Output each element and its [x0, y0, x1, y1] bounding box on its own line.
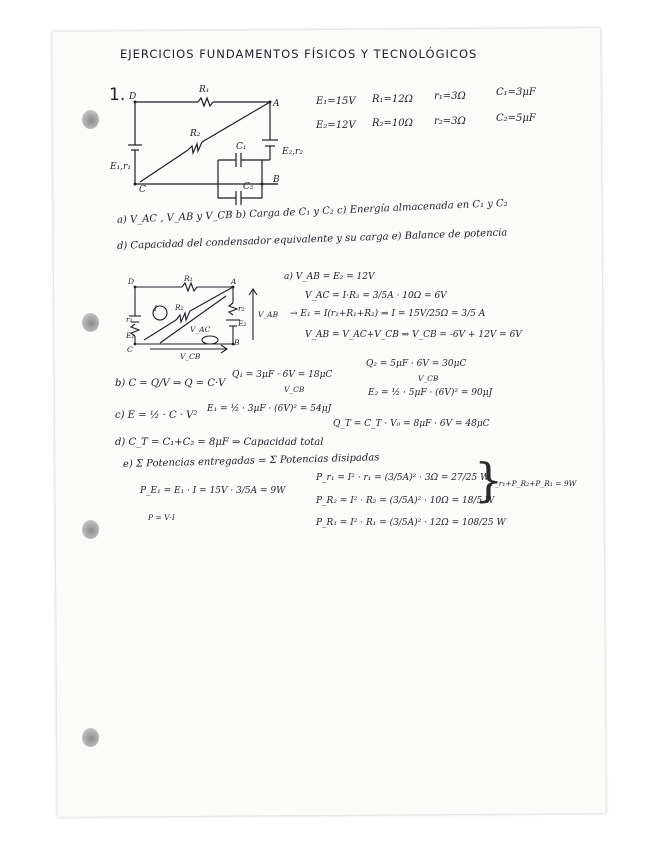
circuit2-node-b: B [234, 338, 240, 347]
circuit2-label-r2: R₂ [175, 303, 184, 312]
circuit2-label-vab: V_AB [258, 310, 279, 319]
given-r2: R₂=10Ω [372, 118, 413, 129]
solution-e-pR2: P_R₂ = I² · R₂ = (3/5A)² · 10Ω = 18/5 W [316, 496, 495, 506]
circuit1-node-d: D [129, 92, 137, 102]
circuit2-label-r2-internal: r₂ [238, 304, 245, 313]
circuit1-node-b: B [273, 175, 280, 185]
solution-a-line-1: a) V_AB = E₂ = 12V [284, 272, 375, 282]
question-line-2: d) Capacidad del condensador equivalente y su carga e) Balance de potencia [116, 227, 508, 252]
given-r1: R₁=12Ω [372, 94, 413, 105]
circuit2-node-a: A [231, 277, 237, 286]
given-r2-internal: r₂=3Ω [434, 116, 466, 127]
solution-c-e1: E₁ = ½ · 3μF · (6V)² = 54μJ [207, 404, 332, 414]
solution-e-pvi: P = V·I [148, 513, 175, 522]
solution-e-heading: e) Σ Potencias entregadas = Σ Potencias disipadas [122, 452, 380, 470]
question-line-1: a) V_AC , V_AB y V_CB b) Carga de C₁ y C₂ c) Energía almacenada en C₁ y C₂ [116, 197, 508, 226]
solution-b-vcb-note-2: V_CB [418, 374, 439, 383]
circuit2-label-e2: E₂ [238, 319, 247, 328]
solution-d-total-capacitance: d) C_T = C₁+C₂ = 8μF ⇒ Capacidad total [115, 437, 324, 448]
circuit2-label-vcb: V_CB [180, 352, 201, 361]
solution-b-q2: Q₂ = 5μF · 6V = 30μC [366, 359, 467, 369]
circuit2-vac-arrow [160, 296, 226, 343]
solution-b-vcb-note-1: V_CB [284, 385, 305, 394]
circuit2-label-e1: E₁ [126, 331, 135, 340]
solution-c-e2: E₂ = ½ · 5μF · (6V)² = 90μJ [368, 388, 493, 398]
solution-e-sum: P_r₁+P_R₂+P_R₁ = 9W [490, 479, 577, 488]
circuit2-diagonal-1 [144, 320, 176, 340]
given-c1: C₁=3μF [496, 87, 536, 98]
circuit1-label-c1: C₁ [236, 142, 247, 152]
solution-a-line-3: → E₁ = I(r₁+R₁+R₂) ⇒ I = 15V/25Ω = 3/5 A [290, 309, 486, 319]
circuit2-label-r1-internal: r₁ [126, 315, 133, 324]
circuit2-label-vac: V_AC [190, 325, 211, 334]
solution-b-q1: Q₁ = 3μF · 6V = 18μC [232, 370, 333, 380]
circuit2-diagonal-2 [190, 287, 233, 311]
solution-e-pr1: P_r₁ = I² · r₁ = (3/5A)² · 3Ω = 27/25 W [316, 473, 490, 483]
circuit1-label-r2: R₂ [190, 129, 201, 139]
given-e1: E₁=15V [316, 96, 356, 107]
circuit2-resistor-r2 [176, 311, 190, 322]
solution-e-brace: } [474, 453, 504, 507]
circuit1-label-e1r1: E₁,r₁ [110, 162, 131, 172]
circuit1-label-c2: C₂ [243, 182, 254, 192]
circuit1-label-e2r2: E₂,r₂ [282, 147, 303, 157]
given-r1-internal: r₁=3Ω [434, 91, 466, 102]
solution-e-pR1: P_R₁ = I² · R₁ = (3/5A)² · 12Ω = 108/25 W [316, 518, 506, 528]
solution-b-formula: b) C = Q/V ⇒ Q = C·V [115, 378, 226, 389]
solution-d-total-charge: Q_T = C_T · V₀ = 8μF · 6V = 48μC [333, 419, 490, 429]
solution-c-formula: c) E = ½ · C · V² [115, 410, 198, 421]
circuit2-label-current: I [154, 304, 157, 313]
circuit1-node-c: C [139, 185, 146, 195]
given-e2: E₂=12V [316, 120, 356, 131]
circuit2-label-r1: R₁ [184, 274, 193, 283]
solution-a-line-4: V_AB = V_AC+V_CB ⇒ V_CB = -6V + 12V = 6V [305, 330, 522, 340]
exercise-number: 1. [109, 85, 126, 105]
given-c2: C₂=5μF [496, 113, 536, 124]
circuit1-node-a: A [273, 99, 280, 109]
solution-a-line-2: V_AC = I·R₂ = 3/5A · 10Ω = 6V [305, 291, 447, 301]
circuit2-resistor-r2-internal [229, 303, 237, 315]
circuit2-node-c: C [127, 345, 133, 354]
page-title: EJERCICIOS FUNDAMENTOS FÍSICOS Y TECNOLÓGICOS [120, 47, 478, 61]
circuit2-node-d: D [128, 277, 135, 286]
circuit1-label-r1: R₁ [199, 85, 210, 95]
circuit2-resistor-r1 [182, 283, 197, 291]
solution-e-pe1: P_E₁ = E₁ · I = 15V · 3/5A = 9W [140, 486, 286, 496]
circuit2-vab-highlight [202, 336, 218, 344]
